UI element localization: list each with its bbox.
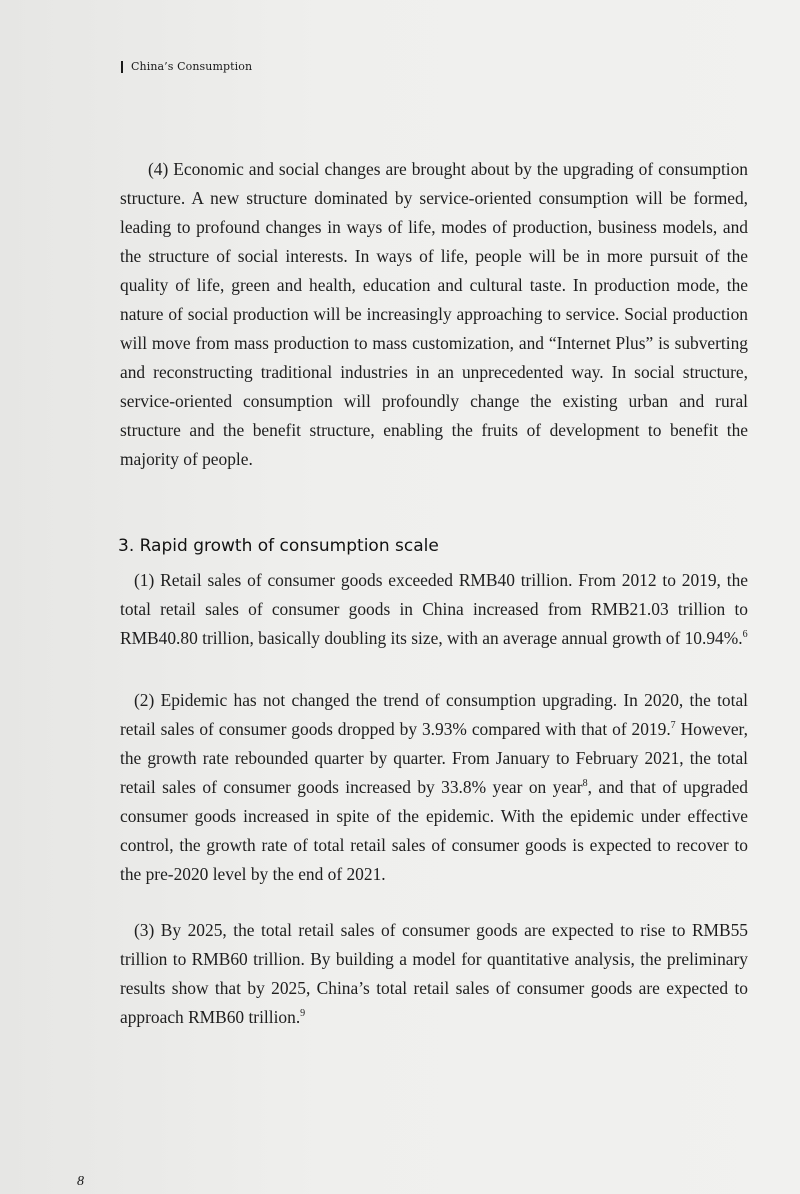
paragraph-text-c: , and that of upgraded consumer goods increased in spite of the epidemic. With the epidemic under effective control, the growth rate of total retail sales of consumer goods is expected to recover to the pre-2020 level by the end of 2021.: [120, 777, 749, 884]
paragraph-text-b: However, the growth rate rebounded quarter by quarter. From January to February 2021, the total retail sales of consumer goods increased by 33.8% year on year: [120, 719, 748, 797]
paragraph-epidemic: [120, 686, 748, 889]
section-heading: 3. Rapid growth of consumption scale: [118, 536, 439, 556]
paragraph-consumption-structure: [120, 155, 748, 474]
footnote-ref: 7: [670, 720, 676, 732]
footnote-ref: 8: [582, 778, 588, 790]
paragraph-retail-sales: [120, 566, 748, 653]
paragraph-2025-forecast: [120, 916, 748, 1032]
paragraph-text: (3) By 2025, the total retail sales of consumer goods are expected to rise to RMB55 trillion to RMB60 trillion. By building a model for quantitative analysis, the preliminary results show that by 2025, China’s total retail sales of consumer goods are expected to approach RMB60 trillion.: [120, 920, 748, 1027]
running-header: [121, 60, 252, 73]
footnote-ref: 9: [300, 1008, 306, 1020]
footnote-ref: 6: [742, 629, 748, 641]
page-number: 8: [77, 1174, 84, 1189]
paragraph-text: (1) Retail sales of consumer goods exceeded RMB40 trillion. From 2012 to 2019, the total retail sales of consumer goods in China increased from RMB21.03 trillion to RMB40.80 trillion, basically doubling its size, with an average annual growth of 10.94%.: [120, 570, 748, 648]
running-title: China’s Consumption: [131, 60, 253, 73]
header-rule: [121, 61, 123, 73]
paragraph-text: (4) Economic and social changes are brought about by the upgrading of consumption structure. A new structure dominated by service-oriented consumption will be formed, leading to profound changes in ways of life, modes of production, business models, and the structure of social interests. In ways of life, people will be in more pursuit of the quality of life, green and health, education and cultural taste. In production mode, the nature of social production will be increasingly approaching to service. Social production will move from mass production to mass customization, and “Internet Plus” is subverting and reconstructing traditional industries in an unprecedented way. In social structure, service-oriented consumption will profoundly change the existing urban and rural structure and the benefit structure, enabling the fruits of development to benefit the majority of people.: [120, 159, 748, 469]
paragraph-text-a: (2) Epidemic has not changed the trend of consumption upgrading. In 2020, the total retail sales of consumer goods dropped by 3.93% compared with that of 2019.: [120, 690, 748, 739]
